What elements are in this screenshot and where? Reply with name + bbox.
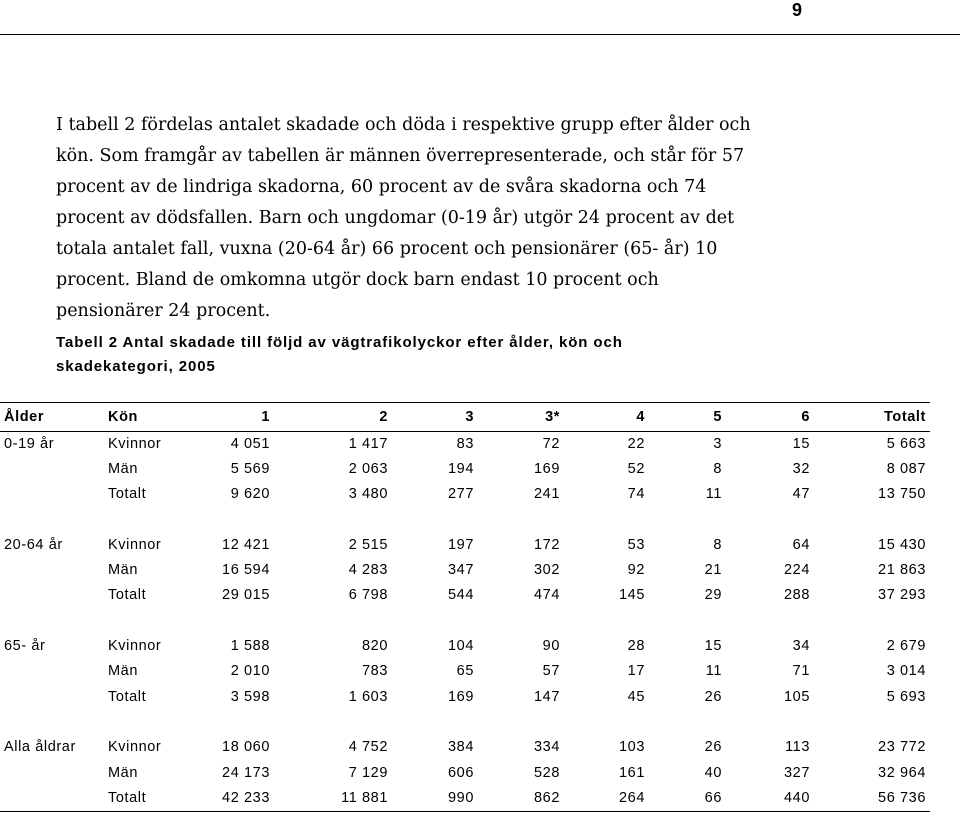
value-cell: 224 <box>784 562 810 579</box>
table-row <box>0 482 930 507</box>
spacer-cell <box>0 507 930 532</box>
value-cell: 9 620 <box>230 486 270 503</box>
value-cell: 169 <box>534 460 560 477</box>
value-cell: 4 752 <box>348 739 388 756</box>
value-cell: 5 569 <box>230 460 270 477</box>
age-group-cell: Alla åldrar <box>4 739 76 756</box>
sex-cell: Män <box>108 764 139 781</box>
sex-cell: Kvinnor <box>108 638 162 655</box>
age-group-cell <box>0 684 104 709</box>
value-cell: 29 015 <box>222 587 270 604</box>
value-cell: 3 014 <box>886 663 926 680</box>
value-cell: 103 <box>619 739 645 756</box>
value-cell: 440 <box>784 789 810 806</box>
group-spacer <box>0 608 930 633</box>
value-cell: 56 736 <box>878 789 926 806</box>
spacer-cell <box>0 709 930 734</box>
value-cell: 52 <box>627 460 645 477</box>
paragraph-line: kön. Som framgår av tabellen är männen överrepresenterade, och står för 57 <box>56 146 745 166</box>
header-cat-3: 3 <box>465 409 474 425</box>
value-cell: 783 <box>362 663 388 680</box>
value-cell: 92 <box>627 562 645 579</box>
page-header <box>0 0 960 35</box>
table-row <box>0 735 930 760</box>
paragraph-line: procent av de lindriga skadorna, 60 procent av de svåra skadorna och 74 <box>56 177 707 197</box>
value-cell: 104 <box>448 638 474 655</box>
sex-cell: Män <box>108 663 139 680</box>
value-cell: 22 <box>627 435 645 452</box>
value-cell: 277 <box>448 486 474 503</box>
header-cat-6: 6 <box>801 409 810 425</box>
value-cell: 862 <box>534 789 560 806</box>
value-cell: 32 <box>792 460 810 477</box>
value-cell: 16 594 <box>222 562 270 579</box>
age-group-cell <box>0 659 104 684</box>
sex-cell: Män <box>108 460 139 477</box>
value-cell: 1 603 <box>348 688 388 705</box>
table-bottom-rule <box>0 811 930 812</box>
age-group-cell <box>0 583 104 608</box>
age-group-cell: 0-19 år <box>4 435 55 452</box>
page-number: 9 <box>791 0 802 20</box>
table-row <box>0 431 930 456</box>
value-cell: 2 063 <box>348 460 388 477</box>
value-cell: 3 598 <box>230 688 270 705</box>
value-cell: 64 <box>792 536 810 553</box>
sex-cell: Kvinnor <box>108 536 162 553</box>
sex-cell: Totalt <box>108 587 147 604</box>
value-cell: 2 515 <box>348 536 388 553</box>
value-cell: 334 <box>534 739 560 756</box>
header-cat-5: 5 <box>713 409 722 425</box>
table-row <box>0 760 930 785</box>
value-cell: 26 <box>704 688 722 705</box>
table-header-row <box>0 403 930 431</box>
table-row <box>0 633 930 658</box>
table-row <box>0 785 930 810</box>
value-cell: 606 <box>448 764 474 781</box>
age-group-cell: 20-64 år <box>4 536 63 553</box>
sex-cell: Totalt <box>108 486 147 503</box>
value-cell: 23 772 <box>878 739 926 756</box>
table-row <box>0 557 930 582</box>
value-cell: 990 <box>448 789 474 806</box>
value-cell: 6 798 <box>348 587 388 604</box>
age-group-cell <box>0 456 104 481</box>
table-row <box>0 532 930 557</box>
value-cell: 327 <box>784 764 810 781</box>
value-cell: 29 <box>704 587 722 604</box>
age-group-cell <box>0 785 104 810</box>
paragraph-line: procent. Bland de omkomna utgör dock barn endast 10 procent och <box>56 270 659 290</box>
value-cell: 26 <box>704 739 722 756</box>
value-cell: 169 <box>448 688 474 705</box>
value-cell: 302 <box>534 562 560 579</box>
sex-cell: Män <box>108 562 139 579</box>
group-spacer <box>0 709 930 734</box>
sex-cell: Totalt <box>108 688 147 705</box>
value-cell: 12 421 <box>222 536 270 553</box>
value-cell: 13 750 <box>878 486 926 503</box>
value-cell: 21 863 <box>878 562 926 579</box>
value-cell: 11 <box>705 486 722 503</box>
value-cell: 21 <box>704 562 722 579</box>
value-cell: 1 588 <box>230 638 270 655</box>
value-cell: 147 <box>534 688 560 705</box>
value-cell: 4 283 <box>348 562 388 579</box>
body-paragraph <box>56 110 796 327</box>
sex-cell: Totalt <box>108 789 147 806</box>
value-cell: 145 <box>619 587 645 604</box>
value-cell: 197 <box>448 536 474 553</box>
table-caption <box>56 331 623 379</box>
table-row <box>0 684 930 709</box>
value-cell: 105 <box>784 688 810 705</box>
sex-cell: Kvinnor <box>108 739 162 756</box>
value-cell: 37 293 <box>878 587 926 604</box>
header-total: Totalt <box>884 409 926 425</box>
value-cell: 8 <box>713 536 722 553</box>
value-cell: 241 <box>534 486 560 503</box>
value-cell: 40 <box>704 764 722 781</box>
paragraph-line: totala antalet fall, vuxna (20-64 år) 66 procent och pensionärer (65- år) 10 <box>56 239 718 259</box>
value-cell: 74 <box>627 486 645 503</box>
caption-line: Tabell 2 Antal skadade till följd av vägtrafikolyckor efter ålder, kön och <box>56 334 623 351</box>
sex-cell: Kvinnor <box>108 435 162 452</box>
value-cell: 17 <box>627 663 645 680</box>
value-cell: 47 <box>792 486 810 503</box>
value-cell: 2 679 <box>886 638 926 655</box>
value-cell: 83 <box>456 435 474 452</box>
value-cell: 71 <box>792 663 810 680</box>
age-group-cell: 65- år <box>4 638 46 655</box>
value-cell: 5 693 <box>886 688 926 705</box>
header-cat-2: 2 <box>379 409 388 425</box>
header-age: Ålder <box>4 409 45 425</box>
value-cell: 194 <box>448 460 474 477</box>
header-cat-3star: 3* <box>545 409 560 425</box>
value-cell: 18 060 <box>222 739 270 756</box>
age-group-cell <box>0 557 104 582</box>
value-cell: 384 <box>448 739 474 756</box>
value-cell: 3 480 <box>348 486 388 503</box>
value-cell: 2 010 <box>230 663 270 680</box>
value-cell: 66 <box>704 789 722 806</box>
value-cell: 72 <box>542 435 560 452</box>
value-cell: 15 430 <box>878 536 926 553</box>
value-cell: 347 <box>448 562 474 579</box>
value-cell: 3 <box>713 435 722 452</box>
value-cell: 53 <box>627 536 645 553</box>
value-cell: 42 233 <box>222 789 270 806</box>
value-cell: 7 129 <box>348 764 388 781</box>
value-cell: 45 <box>627 688 645 705</box>
header-sex: Kön <box>108 409 138 425</box>
spacer-cell <box>0 608 930 633</box>
value-cell: 264 <box>619 789 645 806</box>
value-cell: 65 <box>456 663 474 680</box>
table-row <box>0 583 930 608</box>
value-cell: 90 <box>542 638 560 655</box>
value-cell: 474 <box>534 587 560 604</box>
value-cell: 544 <box>448 587 474 604</box>
age-group-cell <box>0 760 104 785</box>
value-cell: 820 <box>362 638 388 655</box>
value-cell: 161 <box>619 764 645 781</box>
value-cell: 1 417 <box>348 435 388 452</box>
paragraph-line: I tabell 2 fördelas antalet skadade och döda i respektive grupp efter ålder och <box>56 115 751 135</box>
table-row <box>0 456 930 481</box>
value-cell: 15 <box>704 638 722 655</box>
value-cell: 8 087 <box>886 460 926 477</box>
value-cell: 28 <box>627 638 645 655</box>
group-spacer <box>0 507 930 532</box>
injury-table <box>0 403 930 810</box>
header-cat-4: 4 <box>636 409 645 425</box>
value-cell: 528 <box>534 764 560 781</box>
value-cell: 24 173 <box>222 764 270 781</box>
value-cell: 34 <box>792 638 810 655</box>
value-cell: 113 <box>785 739 810 756</box>
age-group-cell <box>0 482 104 507</box>
value-cell: 5 663 <box>886 435 926 452</box>
value-cell: 8 <box>713 460 722 477</box>
value-cell: 11 <box>705 663 722 680</box>
paragraph-line: pensionärer 24 procent. <box>56 301 271 321</box>
paragraph-line: procent av dödsfallen. Barn och ungdomar (0-19 år) utgör 24 procent av det <box>56 208 735 228</box>
value-cell: 11 881 <box>341 789 388 806</box>
value-cell: 15 <box>792 435 810 452</box>
value-cell: 4 051 <box>230 435 270 452</box>
value-cell: 57 <box>542 663 560 680</box>
header-cat-1: 1 <box>261 409 270 425</box>
value-cell: 172 <box>534 536 560 553</box>
value-cell: 288 <box>784 587 810 604</box>
caption-line: skadekategori, 2005 <box>56 358 216 375</box>
value-cell: 32 964 <box>878 764 926 781</box>
table-row <box>0 659 930 684</box>
